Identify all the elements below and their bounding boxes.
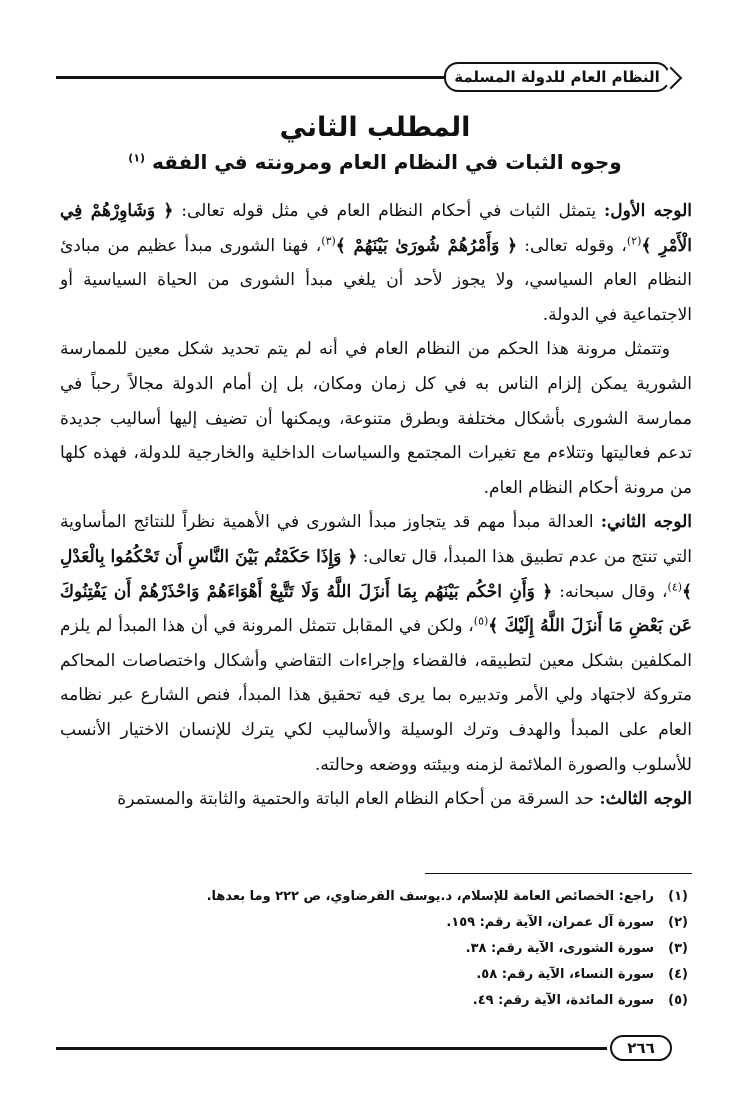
section-subtitle-text: وجوه الثبات في النظام العام ومرونته في الفقه: [152, 150, 622, 174]
quran-verse: ﴿ وَأَنِ احْكُم بَيْنَهُم بِمَا أَنزَلَ اللَّهُ وَلَا تَتَّبِعْ أَهْوَاءَهُمْ وَاحْذَرْهُمْ أَن يَفْتِنُوكَ عَن بَعْضِ مَا أَنزَلَ اللَّهُ إِلَيْكَ ﴾: [60, 581, 692, 637]
paragraph-first-aspect: [60, 194, 692, 332]
footnote-text: راجع: الخصائص العامة للإسلام، د.يوسف القرضاوي، ص ٢٢٢ وما بعدها.: [206, 889, 654, 904]
footnote-item: [60, 988, 688, 1014]
paragraph-text: يتمثل الثبات في أحكام النظام العام في مثل قوله تعالى:: [173, 201, 605, 221]
footer-rule: [56, 1047, 607, 1050]
paragraph-text: ، وقوله تعالى:: [517, 235, 627, 256]
footnote-item: [60, 910, 688, 936]
header-rule: [56, 76, 456, 79]
quran-verse: ﴿ وَإِذَا حَكَمْتُم بَيْنَ النَّاسِ أَن تَحْكُمُوا بِالْعَدْلِ ﴾: [60, 546, 693, 602]
footnote-text: سورة آل عمران، الآية رقم: ١٥٩.: [446, 915, 654, 930]
footnote-ref: (٣): [321, 233, 336, 247]
footnote-number: (٤): [668, 967, 688, 982]
footnote-ref: (٥): [473, 614, 489, 628]
footnote-text: سورة النساء، الآية رقم: ٥٨.: [476, 967, 654, 982]
paragraph-flexibility: وتتمثل مرونة هذا الحكم من النظام العام في أنه لم يتم تحديد شكل معين للممارسة الشورية يمكن إلزام الناس به في كل زمان ومكان، بل إن أمام الدولة مجالاً رحباً في ممارسة الشورى بأشكال مختلفة وبطرق متنوعة، ويمكنها أن تضيف إليها أساليب جديدة تدعم فعاليتها وتتلاءم مع تغيرات المجتمع والسياسات الداخلية والخارجية للدولة، فهذه كلها من مرونة أحكام النظام العام.: [60, 339, 692, 498]
footnote-number: (٣): [668, 941, 688, 956]
footnote-item: [60, 962, 688, 988]
page-number: ٢٦٦: [627, 1039, 655, 1057]
footnote-text: سورة المائدة، الآية رقم: ٤٩.: [472, 993, 654, 1008]
quran-verse: ﴿ وَأَمْرُهُمْ شُورَىٰ بَيْنَهُمْ ﴾: [335, 235, 518, 256]
paragraph-lead: الوجه الأول:: [604, 201, 692, 221]
footnote-ref: (٤): [667, 579, 683, 593]
paragraph-text: ، وقال سبحانه:: [552, 581, 668, 602]
footnotes: [60, 884, 688, 1014]
body-text: [60, 194, 692, 817]
paragraph-lead: الوجه الثالث:: [599, 789, 692, 810]
section-title: المطلب الثاني: [279, 112, 471, 143]
footnote-text: سورة الشورى، الآية رقم: ٣٨.: [465, 941, 654, 956]
section-subtitle: [60, 150, 690, 174]
footnote-number: (٥): [668, 993, 688, 1008]
paragraph-text: حد السرقة من أحكام النظام العام الباتة والحتمية والثابتة والمستمرة: [117, 789, 600, 810]
footnote-separator: [425, 873, 692, 874]
running-header-title: النظام العام للدولة المسلمة: [454, 68, 660, 86]
footnote-item: [60, 936, 688, 962]
paragraph-text: ، ولكن في المقابل تتمثل المرونة في أن هذا المبدأ لم يلزم المكلفين بشكل معين لتطبيقه، فالقضاء وإجراءات التقاضي وأشكال واختصاصات المحاكم متروكة لاجتهاد ولي الأمر وتدبيره بما يرى فيه تحقيق هذا المبدأ، فنص الشارع عبر نظامه العام على المبدأ والهدف وترك الوسيلة والأساليب لكي يترك للإنسان الاختيار الأنسب للأسلوب والصورة الملائمة لزمنه وبيئته ووضعه وحالته.: [60, 616, 692, 775]
footnote-ref: (٢): [626, 233, 642, 247]
footnote-number: (١): [668, 889, 688, 904]
paragraph-text: العدالة مبدأ مهم قد يتجاوز مبدأ الشورى في الأهمية نظراً للنتائج المأساوية التي تنتج من عدم تطبيق هذا المبدأ، قال تعالى:: [60, 512, 692, 567]
paragraph-second-aspect: [60, 505, 692, 782]
subtitle-footnote-ref: (١): [128, 151, 146, 165]
paragraph-lead: الوجه الثاني:: [600, 512, 692, 533]
page-number-badge: [610, 1035, 672, 1061]
quran-verse: ﴿ وَشَاوِرْهُمْ فِي الْأَمْرِ ﴾: [60, 201, 692, 256]
footnote-item: [60, 884, 688, 910]
footnote-number: (٢): [668, 915, 688, 930]
paragraph-third-aspect: [60, 782, 692, 817]
running-header: [444, 62, 670, 92]
paragraph-text: ، فهنا الشورى مبدأ عظيم من مبادئ النظام العام السياسي، ولا يجوز لأحد أن يلغي مبدأ الشورى من الحياة السياسية أو الاجتماعية في الدولة.: [60, 235, 692, 325]
